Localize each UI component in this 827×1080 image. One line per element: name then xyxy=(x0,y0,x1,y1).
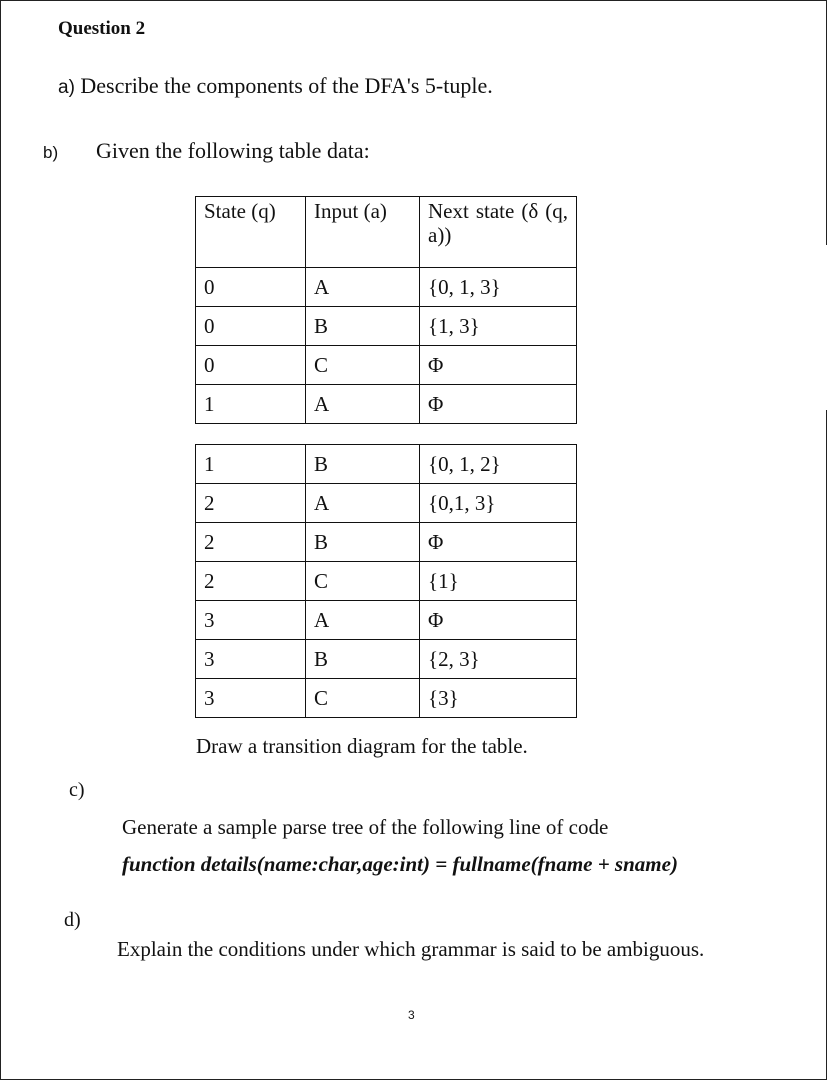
page-number: 3 xyxy=(408,1008,415,1022)
cell-next-state: Φ xyxy=(420,346,577,385)
table-header-row xyxy=(196,197,577,268)
cell-state: 0 xyxy=(196,268,306,307)
part-c-label: c) xyxy=(69,779,85,801)
cell-state: 3 xyxy=(196,601,306,640)
transition-table-part2 xyxy=(195,444,577,718)
cell-input: C xyxy=(306,562,420,601)
part-a xyxy=(58,73,493,99)
cell-state: 0 xyxy=(196,307,306,346)
table-row xyxy=(196,346,577,385)
header-state: State (q) xyxy=(196,197,306,268)
part-c-code: function details(name:char,age:int) = fullname(fname + sname) xyxy=(122,852,678,876)
table-row xyxy=(196,679,577,718)
table-row xyxy=(196,268,577,307)
table-row xyxy=(196,523,577,562)
cell-next-state: {0, 1, 2} xyxy=(420,445,577,484)
table-row xyxy=(196,385,577,424)
cell-state: 2 xyxy=(196,523,306,562)
cell-state: 0 xyxy=(196,346,306,385)
cell-input: B xyxy=(306,307,420,346)
part-b-intro: Given the following table data: xyxy=(96,138,370,163)
part-d-label: d) xyxy=(64,909,81,931)
cell-input: B xyxy=(306,640,420,679)
cell-next-state: {3} xyxy=(420,679,577,718)
cell-state: 3 xyxy=(196,640,306,679)
cell-next-state: {0,1, 3} xyxy=(420,484,577,523)
cell-input: B xyxy=(306,523,420,562)
cell-state: 2 xyxy=(196,484,306,523)
header-input: Input (a) xyxy=(306,197,420,268)
cell-next-state: Φ xyxy=(420,601,577,640)
cell-input: C xyxy=(306,346,420,385)
cell-input: A xyxy=(306,268,420,307)
part-c-text: Generate a sample parse tree of the following line of code xyxy=(122,815,609,839)
table-row xyxy=(196,562,577,601)
cell-next-state: Φ xyxy=(420,385,577,424)
part-a-text: Describe the components of the DFA's 5-tuple. xyxy=(80,73,493,98)
cell-input: B xyxy=(306,445,420,484)
cell-input: A xyxy=(306,601,420,640)
part-a-label: a) xyxy=(58,77,75,98)
cell-state: 1 xyxy=(196,445,306,484)
question-title: Question 2 xyxy=(58,18,146,39)
part-d-text: Explain the conditions under which grammar is said to be ambiguous. xyxy=(117,937,705,961)
table-row xyxy=(196,640,577,679)
cell-input: C xyxy=(306,679,420,718)
cell-input: A xyxy=(306,385,420,424)
cell-next-state: {1, 3} xyxy=(420,307,577,346)
table-row xyxy=(196,601,577,640)
table-caption: Draw a transition diagram for the table. xyxy=(196,734,528,758)
transition-table-part1 xyxy=(195,196,577,424)
table-row xyxy=(196,307,577,346)
table-row xyxy=(196,484,577,523)
cell-state: 1 xyxy=(196,385,306,424)
header-next-state: Next state (δ (q, a)) xyxy=(420,197,577,268)
table-row xyxy=(196,445,577,484)
cell-next-state: {1} xyxy=(420,562,577,601)
cell-next-state: Φ xyxy=(420,523,577,562)
cell-state: 3 xyxy=(196,679,306,718)
cell-input: A xyxy=(306,484,420,523)
cell-state: 2 xyxy=(196,562,306,601)
part-b-label: b) xyxy=(43,143,59,162)
cell-next-state: {2, 3} xyxy=(420,640,577,679)
cell-next-state: {0, 1, 3} xyxy=(420,268,577,307)
